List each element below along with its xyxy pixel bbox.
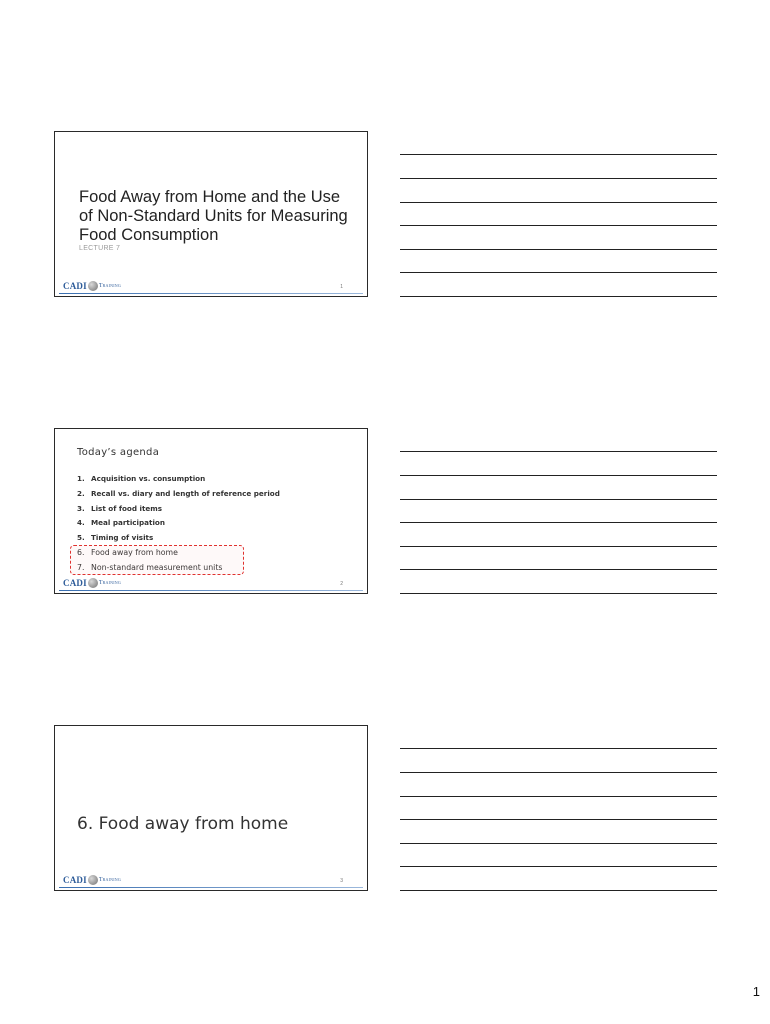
slide-page-number: 3	[340, 878, 343, 884]
logo-cadi-text: CADI	[63, 578, 87, 588]
footer-divider	[59, 293, 363, 294]
agenda-item-highlighted: 6. Food away from home	[77, 547, 178, 557]
slide-title: Today’s agenda	[77, 447, 160, 458]
note-line	[400, 866, 717, 867]
globe-icon	[88, 281, 98, 291]
agenda-item: 1. Acquisition vs. consumption	[77, 474, 206, 483]
slide-page-number: 1	[340, 284, 343, 290]
footer-divider	[59, 887, 363, 888]
logo-training-text: Training	[98, 877, 121, 883]
note-line	[400, 499, 717, 500]
agenda-item: 2. Recall vs. diary and length of reference period	[77, 488, 280, 498]
note-line	[400, 178, 717, 179]
note-line	[400, 154, 717, 155]
slide-footer	[59, 577, 363, 591]
cadi-training-logo	[63, 578, 121, 588]
slide-subtitle: LECTURE 7	[79, 245, 121, 252]
slide-2	[54, 428, 368, 594]
note-line	[400, 772, 717, 773]
note-line	[400, 296, 717, 297]
slide-3	[54, 725, 368, 891]
note-line	[400, 522, 717, 523]
slide-footer	[59, 280, 363, 294]
note-line	[400, 569, 717, 570]
logo-training-text: Training	[98, 283, 121, 289]
highlight-box	[70, 545, 244, 575]
note-line	[400, 546, 717, 547]
slide-title: Food Away from Home and the Use of Non-Standard Units for Measuring Food Consumption	[79, 188, 348, 244]
slide-footer	[59, 874, 363, 888]
agenda-item: 3. List of food items	[77, 503, 163, 513]
note-line	[400, 748, 717, 749]
note-line	[400, 593, 717, 594]
logo-cadi-text: CADI	[63, 875, 87, 885]
note-line	[400, 202, 717, 203]
note-line	[400, 225, 717, 226]
agenda-item: 4. Meal participation	[77, 518, 165, 528]
slide-1	[54, 131, 368, 297]
footer-divider	[59, 590, 363, 591]
cadi-training-logo	[63, 875, 121, 885]
note-line	[400, 249, 717, 250]
note-line	[400, 819, 717, 820]
note-line	[400, 272, 717, 273]
note-line	[400, 890, 717, 891]
note-line	[400, 475, 717, 476]
globe-icon	[88, 578, 98, 588]
globe-icon	[88, 875, 98, 885]
slide-title: 6. Food away from home	[77, 814, 289, 834]
cadi-training-logo	[63, 281, 121, 291]
logo-cadi-text: CADI	[63, 281, 87, 291]
slide-page-number: 2	[340, 581, 343, 587]
document-page-number: 1	[752, 984, 760, 999]
agenda-item: 5. Timing of visits	[77, 533, 154, 543]
note-line	[400, 451, 717, 452]
logo-training-text: Training	[98, 580, 121, 586]
note-line	[400, 796, 717, 797]
agenda-item-highlighted: 7. Non-standard measurement units	[77, 562, 223, 572]
note-line	[400, 843, 717, 844]
